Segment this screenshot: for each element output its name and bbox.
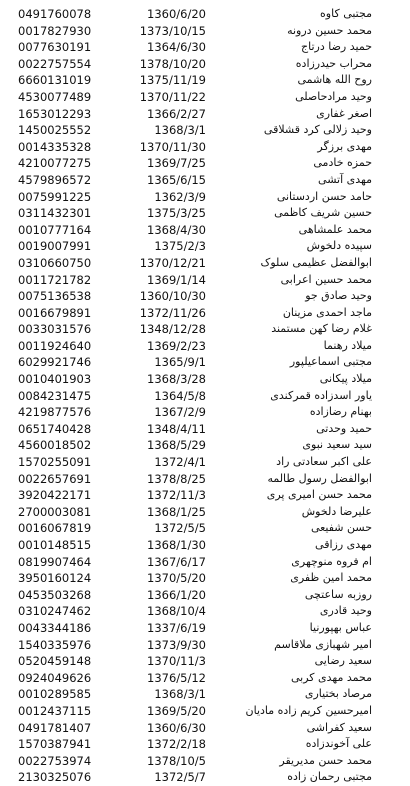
table-row bbox=[0, 487, 410, 504]
full-name: سعید رضایی bbox=[314, 654, 372, 668]
national-code: 1570387941 bbox=[18, 737, 92, 752]
national-code: 0022753974 bbox=[18, 753, 92, 768]
table-row bbox=[0, 404, 410, 421]
table-row bbox=[0, 504, 410, 521]
birth-date: 1372/5/5 bbox=[154, 521, 206, 536]
full-name: امیر شهبازی ملاقاسم bbox=[274, 637, 372, 651]
table-row bbox=[0, 371, 410, 388]
national-code: 1540335976 bbox=[18, 637, 92, 652]
full-name: محمد حسین درونه bbox=[287, 23, 372, 37]
full-name: امیرحسین کریم زاده مادیان bbox=[245, 703, 372, 717]
birth-date: 1368/3/1 bbox=[154, 687, 206, 702]
table-row bbox=[0, 238, 410, 255]
national-code: 4210077275 bbox=[18, 156, 92, 171]
national-code: 4579896572 bbox=[18, 172, 92, 187]
full-name: حمزه خادمی bbox=[313, 156, 372, 170]
full-name: محراب حیدرزاده bbox=[295, 56, 372, 70]
national-code: 2130325076 bbox=[18, 770, 92, 785]
table-row bbox=[0, 72, 410, 89]
table-row bbox=[0, 338, 410, 355]
national-code: 0520459148 bbox=[18, 654, 92, 669]
national-code: 0075991225 bbox=[18, 189, 92, 204]
full-name: حمید وحدتی bbox=[316, 421, 372, 435]
national-code: 0010777164 bbox=[18, 222, 92, 237]
table-row bbox=[0, 388, 410, 405]
birth-date: 1368/3/1 bbox=[154, 123, 206, 138]
birth-date: 1360/6/30 bbox=[147, 720, 206, 735]
birth-date: 1370/11/3 bbox=[147, 654, 206, 669]
birth-date: 1368/1/30 bbox=[147, 538, 206, 552]
birth-date: 1378/8/25 bbox=[147, 471, 206, 486]
full-name: مهدی رزاقی bbox=[315, 538, 372, 551]
birth-date: 1362/3/9 bbox=[154, 189, 206, 204]
full-name: مهدی برزگر bbox=[317, 139, 372, 153]
national-code: 1653012293 bbox=[18, 106, 92, 121]
full-name: مجتبی رحمان زاده bbox=[287, 770, 372, 784]
full-name: سعید کفراشی bbox=[306, 720, 372, 734]
birth-date: 1378/10/5 bbox=[147, 753, 206, 768]
full-name: روح الله هاشمی bbox=[297, 73, 372, 87]
birth-date: 1376/5/12 bbox=[147, 670, 206, 685]
national-code: 0016067819 bbox=[18, 521, 92, 536]
birth-date: 1370/11/30 bbox=[139, 139, 206, 154]
full-name: عباس بهپورنیا bbox=[309, 620, 372, 634]
national-code: 1570255091 bbox=[18, 455, 92, 470]
full-name: محمد امین ظفری bbox=[290, 571, 372, 585]
full-name: حسن شفیعی bbox=[310, 521, 372, 535]
full-name: ابوالفضل عظیمی سلوک bbox=[260, 255, 372, 269]
national-code: 0311432301 bbox=[18, 206, 92, 221]
full-name: وحید مرادحاصلی bbox=[295, 89, 372, 103]
table-row bbox=[0, 720, 410, 737]
national-code: 0017827930 bbox=[18, 23, 92, 38]
birth-date: 1348/12/28 bbox=[139, 322, 206, 337]
birth-date: 1369/7/25 bbox=[147, 156, 206, 171]
table-row bbox=[0, 139, 410, 156]
full-name: ابوالفضل رسول طالمه bbox=[267, 471, 372, 485]
birth-date: 1373/10/15 bbox=[139, 23, 206, 38]
full-name: وحید صادق جو bbox=[305, 289, 372, 303]
table-row bbox=[0, 321, 410, 338]
table-row bbox=[0, 670, 410, 687]
table-row bbox=[0, 189, 410, 206]
national-code: 6660131019 bbox=[18, 73, 92, 88]
birth-date: 1369/1/14 bbox=[147, 272, 206, 287]
birth-date: 1360/10/30 bbox=[139, 289, 206, 304]
table-row bbox=[0, 637, 410, 654]
national-code: 0651740428 bbox=[18, 421, 92, 436]
national-code: 0010401903 bbox=[18, 372, 92, 387]
full-name: محمد علمشاهی bbox=[298, 222, 372, 236]
birth-date: 1367/6/17 bbox=[147, 554, 206, 569]
national-code: 0011721782 bbox=[18, 272, 92, 287]
birth-date: 1368/10/4 bbox=[147, 604, 206, 619]
full-name: مجتبی اسماعیلپور bbox=[289, 355, 372, 369]
full-name: محمد مهدی کربی bbox=[290, 670, 372, 684]
table-row bbox=[0, 272, 410, 289]
table-row bbox=[0, 603, 410, 620]
birth-date: 1368/4/30 bbox=[147, 222, 206, 237]
table-row bbox=[0, 56, 410, 73]
table-row bbox=[0, 554, 410, 571]
birth-date: 1372/2/18 bbox=[147, 737, 206, 752]
birth-date: 1372/11/26 bbox=[139, 305, 206, 320]
table-row bbox=[0, 155, 410, 172]
birth-date: 1365/9/1 bbox=[154, 355, 206, 370]
national-code: 4219877576 bbox=[18, 405, 92, 420]
birth-date: 1372/5/7 bbox=[154, 770, 206, 785]
table-row bbox=[0, 769, 410, 786]
table-row bbox=[0, 255, 410, 272]
national-code: 4560018502 bbox=[18, 438, 92, 453]
national-code: 0016679891 bbox=[18, 305, 92, 320]
birth-date: 1368/3/28 bbox=[147, 372, 206, 387]
full-name: روزبه ساعتچی bbox=[304, 587, 372, 601]
table-row bbox=[0, 354, 410, 371]
full-name: علیرضا دلخوش bbox=[301, 504, 372, 518]
national-code: 0819907464 bbox=[18, 554, 92, 569]
birth-date: 1372/4/1 bbox=[154, 455, 206, 470]
table-row bbox=[0, 172, 410, 189]
table-row bbox=[0, 570, 410, 587]
birth-date: 1367/2/9 bbox=[154, 405, 206, 420]
full-name: حامد حسن اردستانی bbox=[276, 189, 372, 203]
national-code: 0022757554 bbox=[18, 56, 92, 71]
table-row bbox=[0, 122, 410, 139]
national-code: 0924049626 bbox=[18, 670, 92, 685]
full-name: علی اکبر سعادتی راد bbox=[276, 455, 372, 469]
national-code: 3920422171 bbox=[18, 488, 92, 503]
birth-date: 1375/3/25 bbox=[147, 206, 206, 221]
birth-date: 1373/9/30 bbox=[147, 637, 206, 652]
full-name: محمد حسین اعرابی bbox=[280, 272, 372, 286]
table-row bbox=[0, 6, 410, 23]
table-row bbox=[0, 520, 410, 537]
national-code: 0012437115 bbox=[18, 703, 92, 718]
table-row bbox=[0, 736, 410, 753]
birth-date: 1348/4/11 bbox=[147, 421, 206, 436]
table-row bbox=[0, 437, 410, 454]
table-row bbox=[0, 753, 410, 770]
national-code: 3950160124 bbox=[18, 571, 92, 586]
table-row bbox=[0, 23, 410, 40]
records-table bbox=[0, 6, 410, 786]
table-row bbox=[0, 587, 410, 604]
table-row bbox=[0, 39, 410, 56]
birth-date: 1369/5/20 bbox=[147, 703, 206, 718]
birth-date: 1366/1/20 bbox=[147, 587, 206, 602]
birth-date: 1370/5/20 bbox=[147, 571, 206, 586]
table-row bbox=[0, 305, 410, 322]
full-name: ماجد احمدی مزینان bbox=[282, 305, 372, 319]
full-name: محمد حسن امیری پری bbox=[266, 488, 372, 502]
table-row bbox=[0, 421, 410, 438]
table-row bbox=[0, 454, 410, 471]
table-row bbox=[0, 205, 410, 222]
national-code: 0084231475 bbox=[18, 388, 92, 403]
table-row bbox=[0, 537, 410, 554]
full-name: ام فروه منوچهری bbox=[291, 554, 372, 568]
full-name: مرصاد بختیاری bbox=[304, 687, 372, 701]
full-name: حسین شریف کاظمی bbox=[274, 206, 372, 220]
birth-date: 1364/6/30 bbox=[147, 40, 206, 55]
birth-date: 1368/1/25 bbox=[147, 504, 206, 519]
full-name: مجتبی کاوه bbox=[320, 7, 372, 20]
birth-date: 1372/11/3 bbox=[147, 488, 206, 503]
full-name: اصغر غفاری bbox=[316, 106, 372, 120]
national-code: 0491781407 bbox=[18, 720, 92, 735]
birth-date: 1375/11/19 bbox=[139, 73, 206, 88]
birth-date: 1337/6/19 bbox=[147, 620, 206, 635]
full-name: بهنام رضازاده bbox=[309, 405, 372, 419]
full-name: میلاد پیکانی bbox=[319, 372, 372, 386]
national-code: 0011924640 bbox=[18, 338, 92, 353]
national-code: 0022657691 bbox=[18, 471, 92, 486]
birth-date: 1370/12/21 bbox=[139, 255, 206, 270]
full-name: سپیده دلخوش bbox=[306, 239, 372, 253]
full-name: علی آخوندزاده bbox=[305, 737, 372, 751]
birth-date: 1378/10/20 bbox=[139, 56, 206, 71]
national-code: 1450025552 bbox=[18, 123, 92, 138]
birth-date: 1369/2/23 bbox=[147, 338, 206, 353]
national-code: 0310247462 bbox=[18, 604, 92, 619]
table-row bbox=[0, 106, 410, 123]
birth-date: 1375/2/3 bbox=[154, 239, 206, 254]
table-row bbox=[0, 89, 410, 106]
full-name: وحید زلالی کرد قشلاقی bbox=[263, 123, 372, 137]
national-code: 0043344186 bbox=[18, 620, 92, 635]
full-name: غلام رضا کهن مستمند bbox=[271, 322, 372, 336]
table-row bbox=[0, 471, 410, 488]
birth-date: 1360/6/20 bbox=[147, 7, 206, 21]
national-code: 4530077489 bbox=[18, 89, 92, 104]
table-row bbox=[0, 653, 410, 670]
birth-date: 1365/6/15 bbox=[147, 172, 206, 187]
national-code: 6029921746 bbox=[18, 355, 92, 370]
table-row bbox=[0, 686, 410, 703]
full-name: میلاد رهنما bbox=[323, 338, 372, 352]
full-name: حمید رضا درتاج bbox=[301, 40, 372, 54]
full-name: وحید قادری bbox=[319, 604, 372, 618]
table-row bbox=[0, 620, 410, 637]
table-row bbox=[0, 288, 410, 305]
national-code: 0010289585 bbox=[18, 687, 92, 702]
full-name: محمد حسن مدیریقر bbox=[279, 753, 372, 767]
full-name: مهدی آتشی bbox=[318, 172, 372, 186]
table-row bbox=[0, 703, 410, 720]
birth-date: 1368/5/29 bbox=[147, 438, 206, 453]
national-code: 0077630191 bbox=[18, 40, 92, 55]
national-code: 0010148515 bbox=[18, 538, 92, 552]
birth-date: 1364/5/8 bbox=[154, 388, 206, 403]
full-name: یاور اسدزاده قمرکندی bbox=[270, 388, 372, 402]
table-row bbox=[0, 222, 410, 239]
national-code: 0033031576 bbox=[18, 322, 92, 337]
national-code: 0453503268 bbox=[18, 587, 92, 602]
full-name: سید سعید نبوی bbox=[302, 438, 372, 452]
birth-date: 1366/2/27 bbox=[147, 106, 206, 121]
national-code: 2700003081 bbox=[18, 504, 92, 519]
national-code: 0014335328 bbox=[18, 139, 92, 154]
national-code: 0019007991 bbox=[18, 239, 92, 254]
birth-date: 1370/11/22 bbox=[139, 89, 206, 104]
national-code: 0075136538 bbox=[18, 289, 92, 304]
national-code: 0491760078 bbox=[18, 7, 92, 21]
national-code: 0310660750 bbox=[18, 255, 92, 270]
